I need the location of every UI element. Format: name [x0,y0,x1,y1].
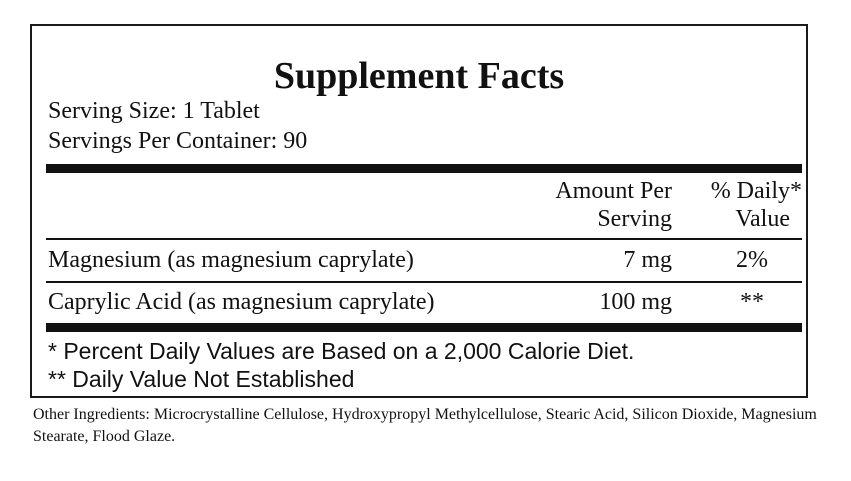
row-magnesium-name: Magnesium (as magnesium caprylate) [48,247,414,273]
row-caprylic-amount: 100 mg [599,289,672,315]
row-caprylic-dv: ** [740,289,764,315]
thick-divider-bottom [46,323,802,332]
supplement-facts-panel [30,24,808,398]
header-dv-line2: Value [735,206,790,232]
row-magnesium-amount: 7 mg [623,247,672,273]
header-amount-line2: Serving [597,206,672,232]
panel-title: Supplement Facts [273,55,565,97]
servings-per-container: Servings Per Container: 90 [48,128,308,154]
row-magnesium-dv: 2% [736,247,768,273]
thick-divider-top [46,164,802,173]
header-divider [46,238,802,240]
footnote-not-established: ** Daily Value Not Established [48,366,355,392]
row-caprylic-name: Caprylic Acid (as magnesium caprylate) [48,289,435,315]
other-ingredients: Other Ingredients: Microcrystalline Cellulose, Hydroxypropyl Methylcellulose, Stearic Acid, Silicon Dioxide, Magnesium Stearate, Flood Glaze. [33,406,817,445]
header-amount-line1: Amount Per [555,178,672,204]
header-dv-line1: % Daily* [710,178,802,204]
row-divider [46,281,802,283]
serving-size: Serving Size: 1 Tablet [48,98,260,124]
footnote-percent-dv: * Percent Daily Values are Based on a 2,000 Calorie Diet. [48,338,635,364]
